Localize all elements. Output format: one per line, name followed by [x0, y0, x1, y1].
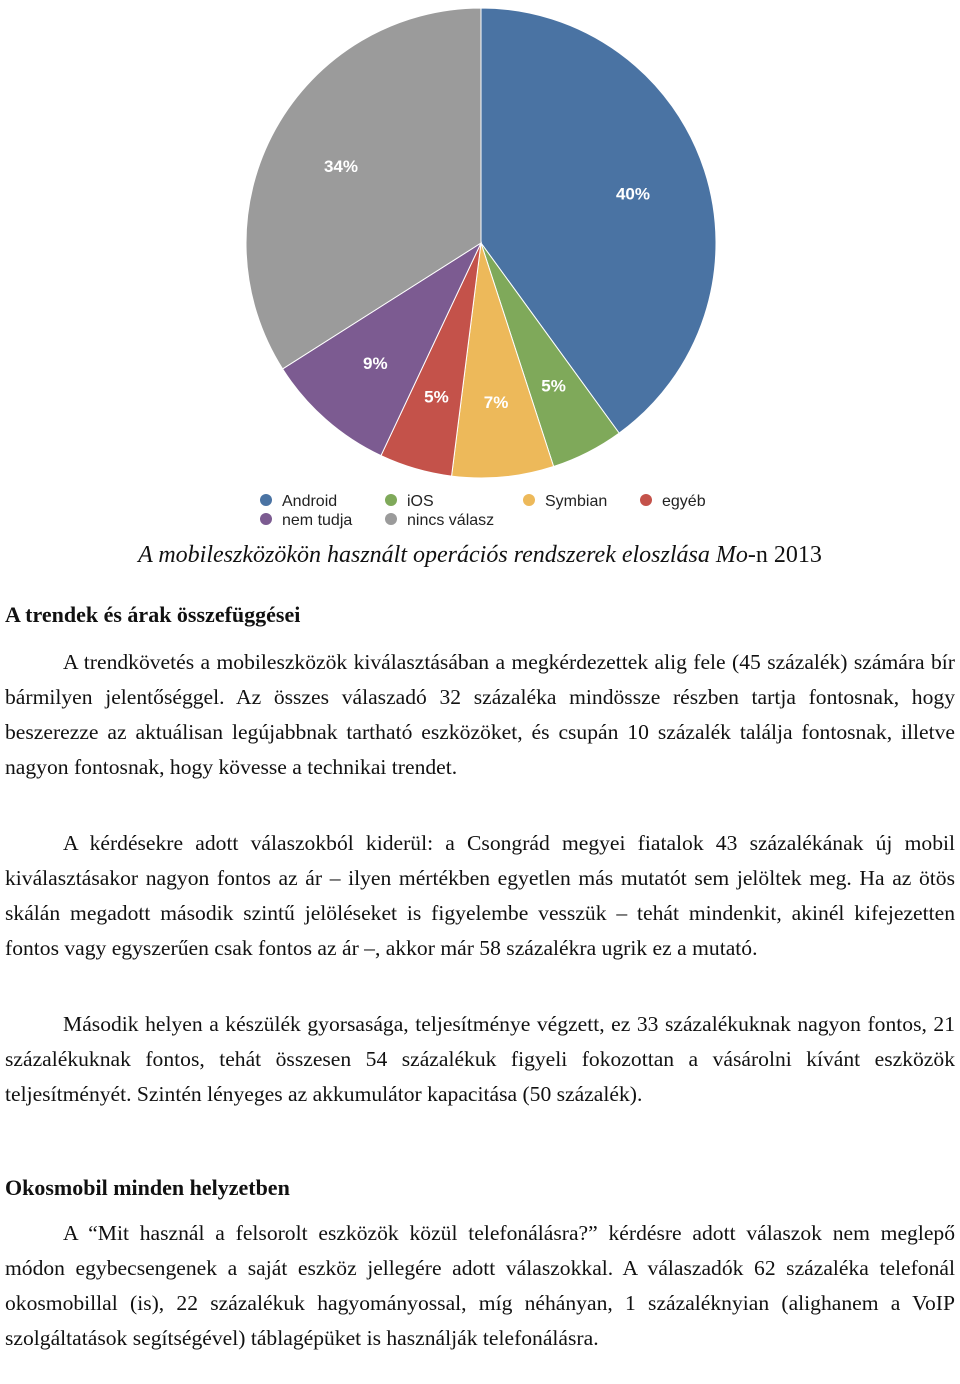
paragraph-smartphone-1: A “Mit használ a felsorolt eszközök közül telefonálásra?” kérdésre adott válaszok nem meglepő módon egybecsengenek a saját eszköz jellegére adott válaszokkal. A válaszadók 62 százaléka telefonál okosmobillal (is), 22 százalékuk hagyományossal, míg néhányan, 1 százaléknyian (alighanem a VoIP szolgáltatások segítségével) táblagépüket is használják telefonálásra. [5, 1221, 955, 1350]
caption-plain: -n 2013 [747, 542, 822, 568]
caption-italic: A mobileszközökön használt operációs rendszerek eloszlása Mo [138, 542, 748, 568]
pie-label-symbian: 7% [483, 393, 509, 413]
legend-swatch [260, 494, 272, 506]
legend-label: Symbian [545, 493, 608, 510]
section-heading-trends: A trendek és árak összefüggései [5, 602, 301, 627]
chart-legend [260, 493, 706, 529]
figure-caption [0, 542, 960, 569]
pie-label-nincs-válasz: 34% [323, 157, 358, 177]
legend-swatch [260, 513, 272, 525]
pie-slices [246, 8, 716, 478]
pie-label-nem-tudja: 9% [363, 353, 388, 373]
legend-label: nem tudja [282, 512, 353, 529]
legend-label: egyéb [662, 493, 706, 510]
legend-label: iOS [407, 493, 434, 510]
legend-item-android [260, 493, 337, 510]
legend-label: Android [282, 493, 338, 510]
paragraph-trends-2: A kérdésekre adott válaszokból kiderül: a Csongrád megyei fiatalok 43 százalékának új mobil kiválasztásakor nagyon fontos az ár – ilyen mértékben egyetlen más mutatót sem jelöltek meg. Ha az ötös skálán megadott második szintű jelöléseket is figyelembe vesszük – tehát mindenkit, akinél kifejezetten fontos vagy egyszerűen csak fontos az ár –, akkor már 58 százalékra ugrik ez a mutató. [5, 831, 955, 960]
legend-swatch [385, 513, 397, 525]
legend-swatch [523, 494, 535, 506]
legend-swatch [385, 494, 397, 506]
legend-item-symbian [523, 493, 607, 510]
os-distribution-pie-chart [0, 0, 960, 540]
paragraph-trends-1: A trendkövetés a mobileszközök kiválasztásában a megkérdezettek alig fele (45 százalék) számára bír bármilyen jelentőséggel. Az összes válaszadó 32 százaléka mindössze részben tartja fontosnak, hogy beszerezze az aktuálisan legújabbnak tartható eszközöket, és csupán 10 százalék találja fontosnak, illetve nagyon fontosnak, hogy kövesse a technikai trendet. [5, 650, 955, 779]
pie-label-egyéb: 5% [424, 387, 449, 407]
legend-item-nem-tudja [260, 512, 352, 529]
pie-label-android: 40% [615, 184, 650, 204]
legend-label: nincs válasz [407, 512, 495, 529]
section-heading-smartphone: Okosmobil minden helyzetben [5, 1175, 290, 1200]
paragraph-trends-3: Második helyen a készülék gyorsasága, teljesítménye végzett, ez 33 százalékuknak nagyon fontos, 21 százalékuknak fontos, tehát összesen 54 százalékuk figyeli fokozottan a vásárolni kívánt eszközök teljesítményét. Szintén lényeges az akkumulátor kapacitása (50 százalék). [5, 1012, 955, 1106]
pie-label-ios: 5% [541, 376, 566, 396]
legend-swatch [640, 494, 652, 506]
legend-item-nincs-válasz [385, 512, 494, 529]
legend-item-egyéb [640, 493, 706, 510]
legend-item-ios [385, 493, 434, 510]
